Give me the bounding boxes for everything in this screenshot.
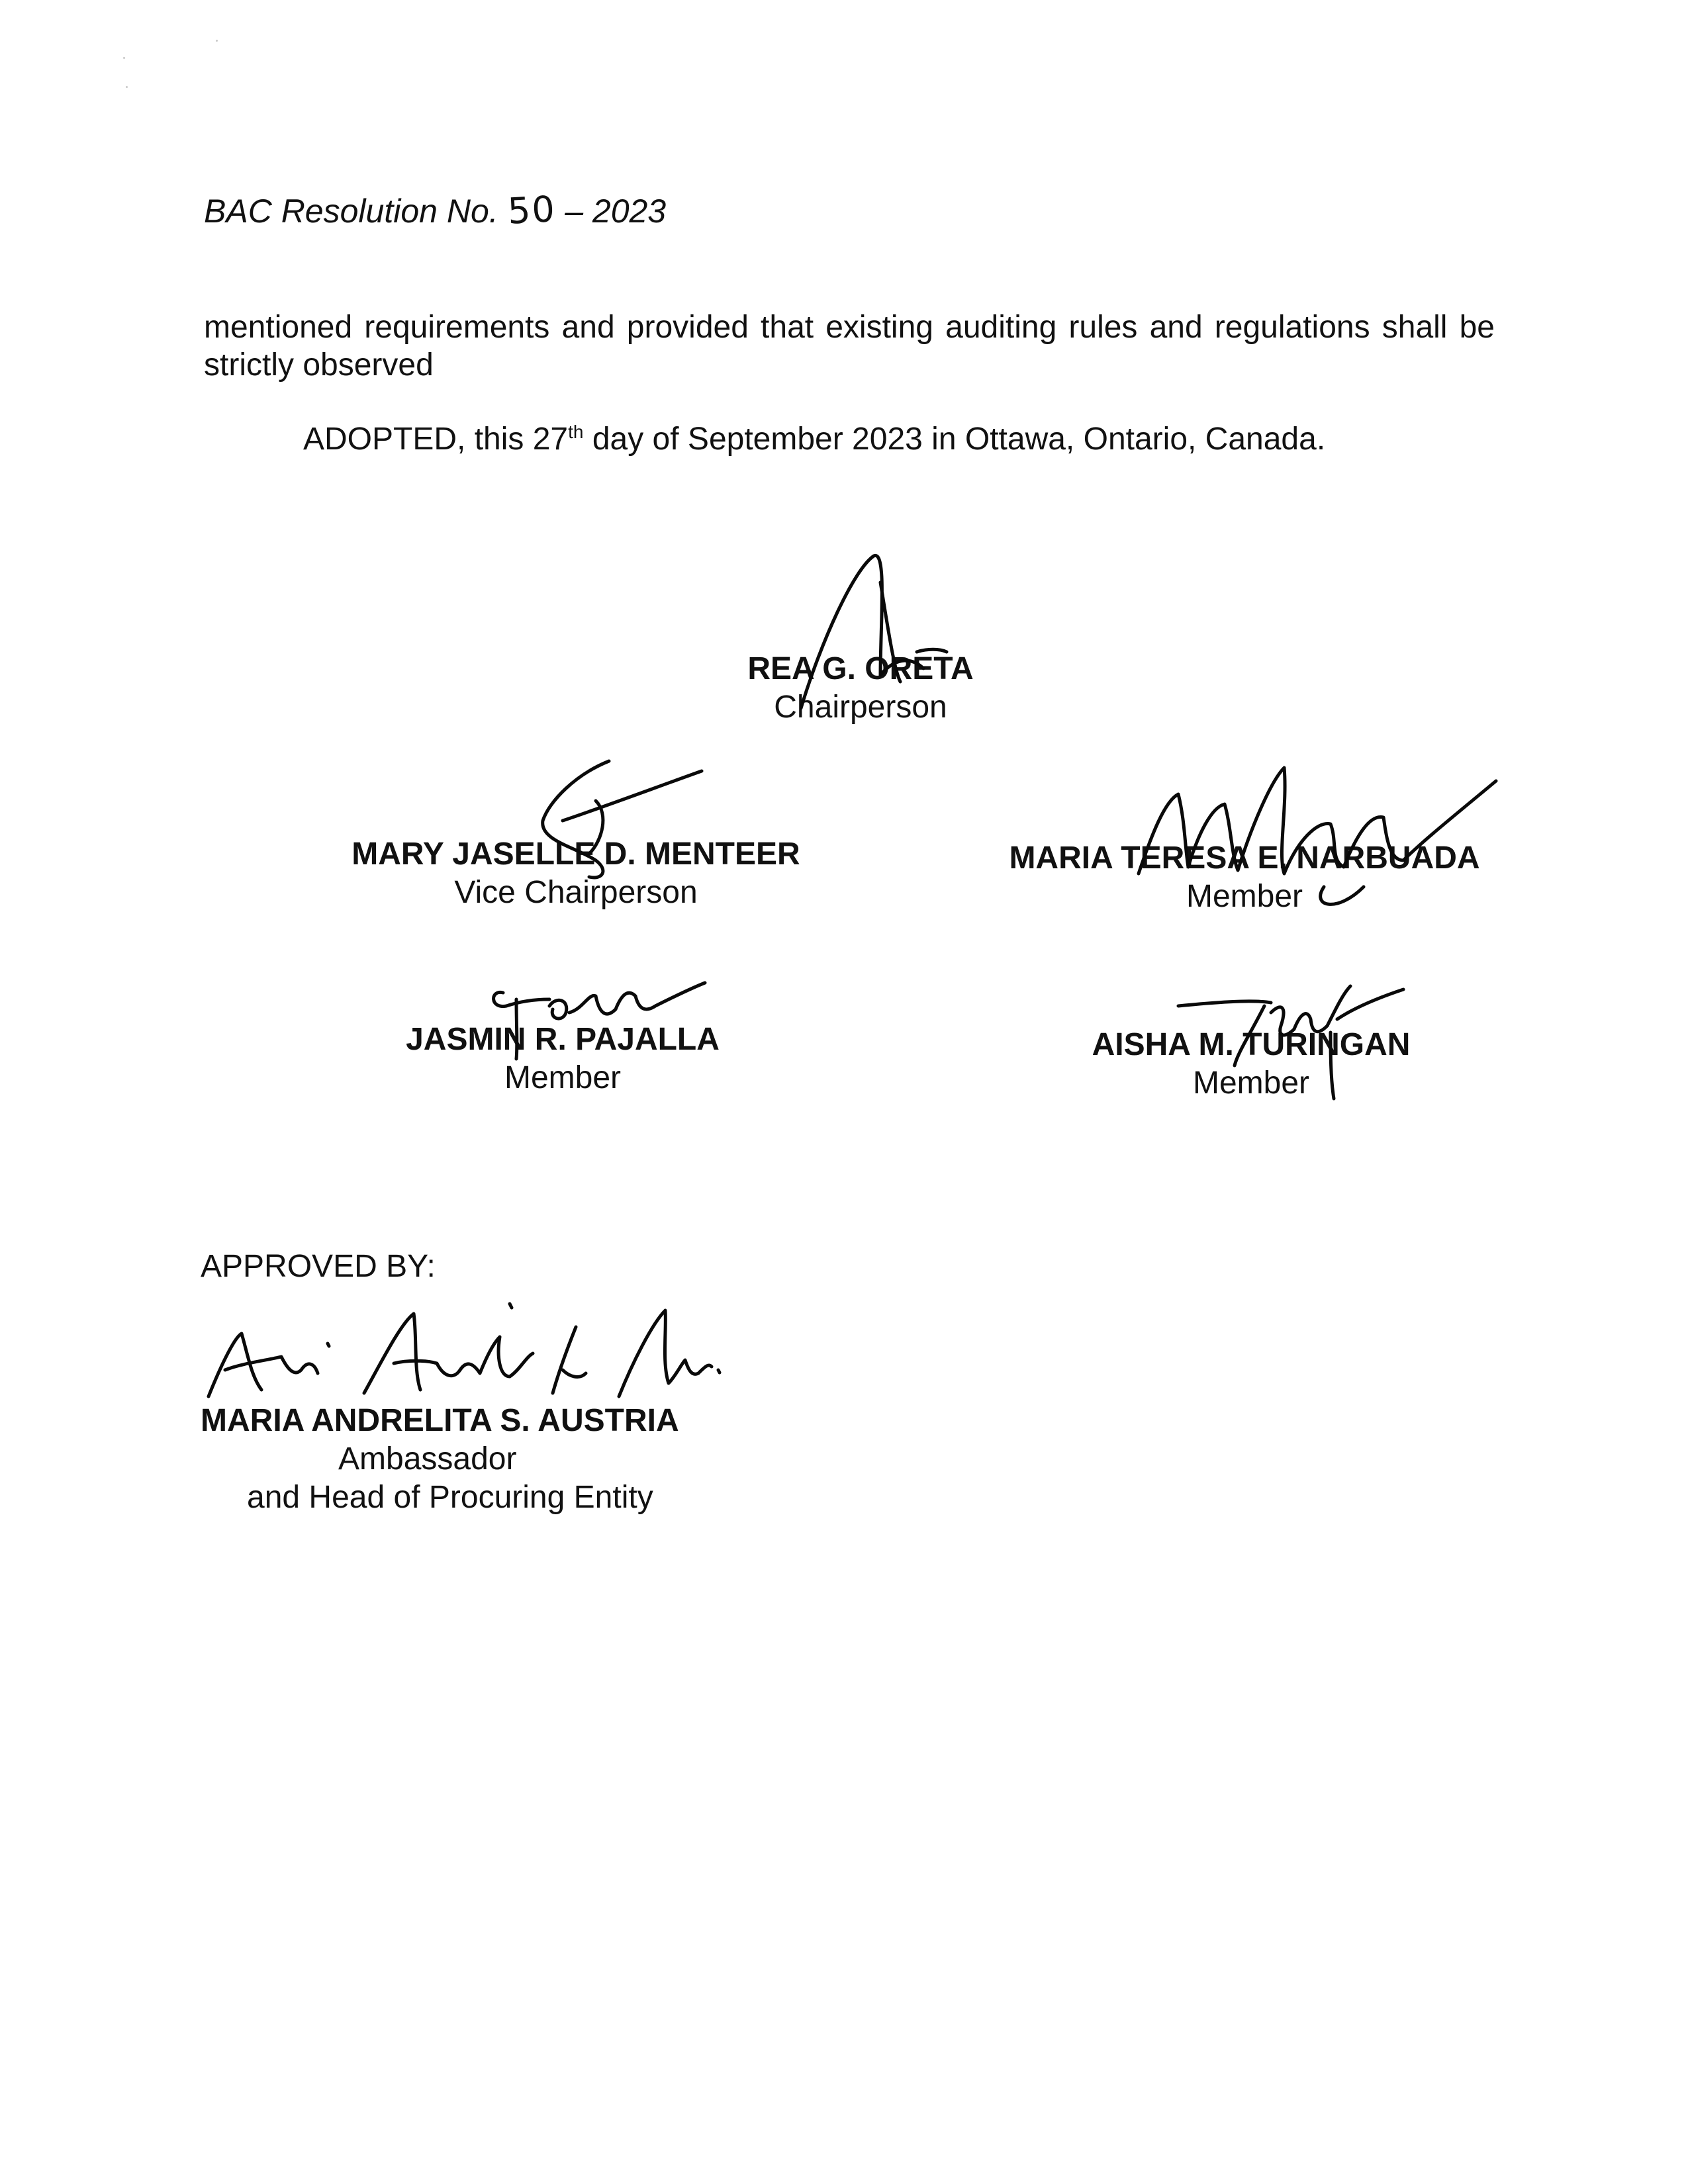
signatory-name: REA G. ORETA <box>747 651 974 686</box>
approver-title: Ambassador <box>338 1441 517 1477</box>
signatory-title: Member <box>504 1060 622 1095</box>
signatory-title: Vice Chairperson <box>454 875 698 910</box>
resolution-body-paragraph: mentioned requirements and provided that existing auditing rules and regulations shall be strictly observed <box>204 310 1495 383</box>
signatory-name: JASMIN R. PAJALLA <box>406 1022 720 1057</box>
approver-title-continued: and Head of Procuring Entity <box>247 1480 653 1515</box>
signatory-title: Chairperson <box>774 690 947 725</box>
vice-chair-signature <box>523 754 708 887</box>
signatory-title: Member <box>1186 879 1303 914</box>
chair-signature <box>781 543 953 728</box>
signatory-title: Member <box>1192 1066 1310 1101</box>
scan-speck <box>123 57 125 59</box>
resolution-prefix: BAC Resolution No. <box>204 193 498 230</box>
signatory-name: MARY JASELLE D. MENTEER <box>352 837 800 872</box>
member-1-signature <box>1125 754 1509 920</box>
signatory-name: MARIA TERESA E. NARBUADA <box>1009 841 1480 876</box>
adoption-text-end: day of September 2023 in Ottawa, Ontario, Canada. <box>592 422 1326 457</box>
scan-speck <box>126 86 128 88</box>
adoption-statement <box>303 421 1561 457</box>
approver-name: MARIA ANDRELITA S. AUSTRIA <box>201 1403 679 1438</box>
member-2-signature <box>477 973 715 1066</box>
approver-signature <box>195 1297 725 1416</box>
resolution-number-handwritten: 50 <box>506 188 557 232</box>
resolution-year: – 2023 <box>565 193 667 230</box>
member-3-signature <box>1172 966 1410 1105</box>
ordinal-suffix: th <box>568 422 584 442</box>
signatory-name: AISHA M. TURINGAN <box>1092 1027 1411 1062</box>
adoption-text-start: ADOPTED, this 27 <box>303 422 569 457</box>
approver-block <box>201 1402 679 1517</box>
resolution-header <box>204 189 666 231</box>
scan-speck <box>216 40 218 42</box>
approved-by-label: APPROVED BY: <box>201 1249 436 1284</box>
